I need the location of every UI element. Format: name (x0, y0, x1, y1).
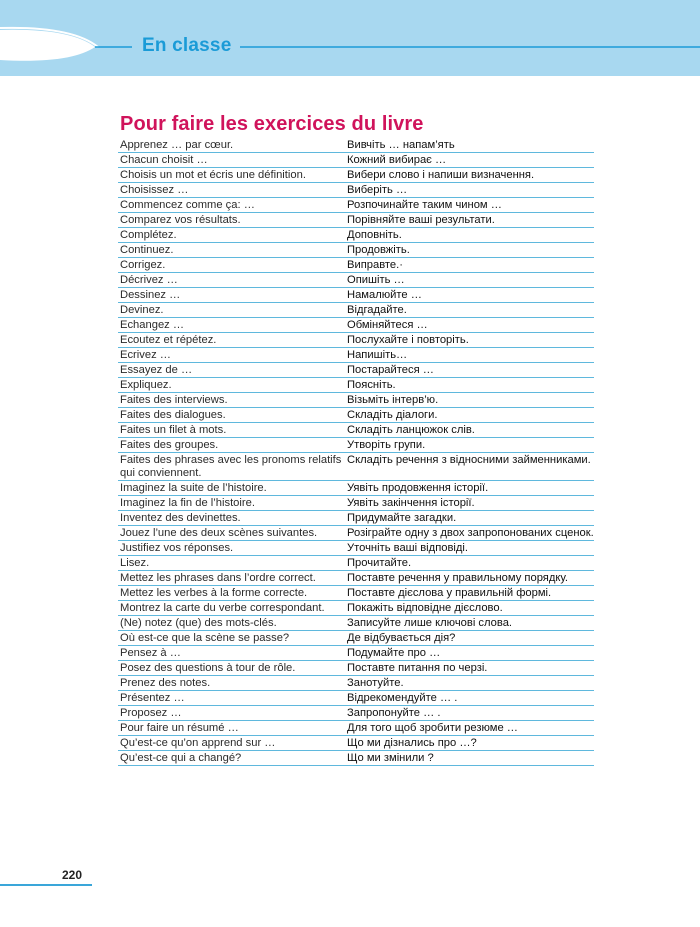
ukrainian-translation: Розіграйте одну з двох запропонованих сценок. (347, 527, 594, 539)
ukrainian-translation: Кожний вибирає … (347, 154, 447, 166)
ukrainian-translation: Уявіть продовження історії. (347, 482, 489, 494)
vocab-row (118, 228, 594, 243)
ukrainian-translation: Розпочинайте таким чином … (347, 199, 502, 211)
vocab-row (118, 183, 594, 198)
french-phrase: Ecrivez … (120, 349, 171, 361)
ukrainian-translation: Напишіть… (347, 349, 408, 361)
vocab-row (118, 751, 594, 766)
vocab-row (118, 333, 594, 348)
french-phrase: Faites des interviews. (120, 394, 228, 406)
ukrainian-translation: Продовжіть. (347, 244, 410, 256)
vocab-row (118, 378, 594, 393)
french-phrase: Ecoutez et répétez. (120, 334, 217, 346)
french-phrase: Jouez l’une des deux scènes suivantes. (120, 527, 318, 539)
vocab-row (118, 318, 594, 333)
vocab-row (118, 541, 594, 556)
vocab-row (118, 571, 594, 586)
vocab-row (118, 661, 594, 676)
french-phrase: Lisez. (120, 557, 150, 569)
french-phrase: Où est-ce que la scène se passe? (120, 632, 290, 644)
ukrainian-translation: Вивчіть … напам’ять (347, 139, 455, 151)
french-phrase: Prenez des notes. (120, 677, 211, 689)
french-phrase: Echangez … (120, 319, 185, 331)
french-phrase: Comparez vos résultats. (120, 214, 241, 226)
ukrainian-translation: Для того щоб зробити резюме … (347, 722, 518, 734)
french-phrase: Faites un filet à mots. (120, 424, 227, 436)
french-phrase: Devinez. (120, 304, 164, 316)
french-phrase: Choisis un mot et écris une définition. (120, 169, 306, 181)
vocab-row (118, 408, 594, 423)
ukrainian-translation: Складіть діалоги. (347, 409, 438, 421)
ukrainian-translation: Покажіть відповідне дієслово. (347, 602, 503, 614)
ukrainian-translation: Де відбувається дія? (347, 632, 456, 644)
ukrainian-translation: Уявіть закінчення історії. (347, 497, 475, 509)
ukrainian-translation: Складіть речення з відносними займенниками. (347, 454, 591, 466)
ukrainian-translation: Подумайте про … (347, 647, 441, 659)
page-number-rule (0, 884, 92, 886)
ukrainian-translation: Виберіть … (347, 184, 408, 196)
vocab-row (118, 438, 594, 453)
vocab-row (118, 423, 594, 438)
french-phrase: Expliquez. (120, 379, 172, 391)
ukrainian-translation: Порівняйте ваші результати. (347, 214, 495, 226)
vocab-row (118, 213, 594, 228)
french-phrase: Mettez les verbes à la forme correcte. (120, 587, 308, 599)
vocab-row (118, 153, 594, 168)
header-swoosh-decoration (0, 0, 700, 76)
vocab-row (118, 676, 594, 691)
ukrainian-translation: Занотуйте. (347, 677, 404, 689)
ukrainian-translation: Записуйте лише ключові слова. (347, 617, 513, 629)
ukrainian-translation: Відгадайте. (347, 304, 407, 316)
french-phrase: Essayez de … (120, 364, 193, 376)
vocab-row (118, 646, 594, 661)
ukrainian-translation: Утворіть групи. (347, 439, 426, 451)
french-phrase: Corrigez. (120, 259, 166, 271)
french-phrase: Imaginez la fin de l’histoire. (120, 497, 255, 509)
vocab-row (118, 273, 594, 288)
french-phrase: Imaginez la suite de l’histoire. (120, 482, 267, 494)
french-phrase: Chacun choisit … (120, 154, 208, 166)
ukrainian-translation: Що ми дізнались про …? (347, 737, 477, 749)
vocabulary-table (118, 138, 594, 766)
vocab-row (118, 348, 594, 363)
french-phrase: (Ne) notez (que) des mots-clés. (120, 617, 277, 629)
vocab-row (118, 243, 594, 258)
ukrainian-translation: Що ми змінили ? (347, 752, 434, 764)
french-phrase: Faites des phrases avec les pronoms relatifs qui conviennent. (120, 454, 342, 479)
french-phrase: Dessinez … (120, 289, 181, 301)
french-phrase: Présentez … (120, 692, 185, 704)
ukrainian-translation: Обміняйтеся … (347, 319, 428, 331)
french-phrase: Choisissez … (120, 184, 189, 196)
french-phrase: Justifiez vos réponses. (120, 542, 234, 554)
vocab-row (118, 526, 594, 541)
french-phrase: Continuez. (120, 244, 174, 256)
section-title: Pour faire les exercices du livre (120, 113, 424, 135)
vocab-row (118, 631, 594, 646)
vocab-row (118, 288, 594, 303)
french-phrase: Faites des dialogues. (120, 409, 226, 421)
ukrainian-translation: Візьміть інтерв’ю. (347, 394, 439, 406)
ukrainian-translation: Придумайте загадки. (347, 512, 457, 524)
vocab-row (118, 586, 594, 601)
vocab-row (118, 198, 594, 213)
ukrainian-translation: Намалюйте … (347, 289, 422, 301)
vocab-row (118, 496, 594, 511)
french-phrase: Pensez à … (120, 647, 181, 659)
french-phrase: Commencez comme ça: … (120, 199, 255, 211)
vocab-row (118, 691, 594, 706)
ukrainian-translation: Поставте питання по черзі. (347, 662, 488, 674)
vocab-row (118, 736, 594, 751)
ukrainian-translation: Послухайте і повторіть. (347, 334, 469, 346)
page-number: 220 (62, 868, 83, 882)
vocab-row (118, 511, 594, 526)
french-phrase: Complétez. (120, 229, 177, 241)
vocab-row (118, 138, 594, 153)
header-title: En classe (142, 35, 232, 56)
ukrainian-translation: Опишіть … (347, 274, 405, 286)
french-phrase: Apprenez … par cœur. (120, 139, 234, 151)
ukrainian-translation: Складіть ланцюжок слів. (347, 424, 475, 436)
french-phrase: Décrivez … (120, 274, 178, 286)
vocab-row (118, 706, 594, 721)
ukrainian-translation: Відрекомендуйте … . (347, 692, 458, 704)
vocab-row (118, 616, 594, 631)
ukrainian-translation: Запропонуйте … . (347, 707, 441, 719)
vocab-row (118, 363, 594, 378)
ukrainian-translation: Виправте.· (347, 259, 403, 271)
french-phrase: Montrez la carte du verbe correspondant. (120, 602, 325, 614)
french-phrase: Proposez … (120, 707, 182, 719)
french-phrase: Qu’est-ce qui a changé? (120, 752, 242, 764)
ukrainian-translation: Уточніть ваші відповіді. (347, 542, 469, 554)
french-phrase: Faites des groupes. (120, 439, 219, 451)
ukrainian-translation: Поставте речення у правильному порядку. (347, 572, 568, 584)
french-phrase: Inventez des devinettes. (120, 512, 241, 524)
vocab-row (118, 721, 594, 736)
ukrainian-translation: Доповніть. (347, 229, 402, 241)
vocab-row (118, 393, 594, 408)
ukrainian-translation: Вибери слово і напиши визначення. (347, 169, 535, 181)
french-phrase: Mettez les phrases dans l’ordre correct. (120, 572, 316, 584)
vocab-row (118, 601, 594, 616)
vocab-row (118, 453, 594, 481)
vocab-row (118, 556, 594, 571)
ukrainian-translation: Поставте дієслова у правильній формі. (347, 587, 552, 599)
french-phrase: Pour faire un résumé … (120, 722, 239, 734)
vocab-row (118, 303, 594, 318)
french-phrase: Posez des questions à tour de rôle. (120, 662, 296, 674)
vocab-row (118, 168, 594, 183)
ukrainian-translation: Поясніть. (347, 379, 396, 391)
french-phrase: Qu’est-ce qu’on apprend sur … (120, 737, 276, 749)
ukrainian-translation: Постарайтеся … (347, 364, 434, 376)
vocab-row (118, 481, 594, 496)
ukrainian-translation: Прочитайте. (347, 557, 412, 569)
vocab-row (118, 258, 594, 273)
